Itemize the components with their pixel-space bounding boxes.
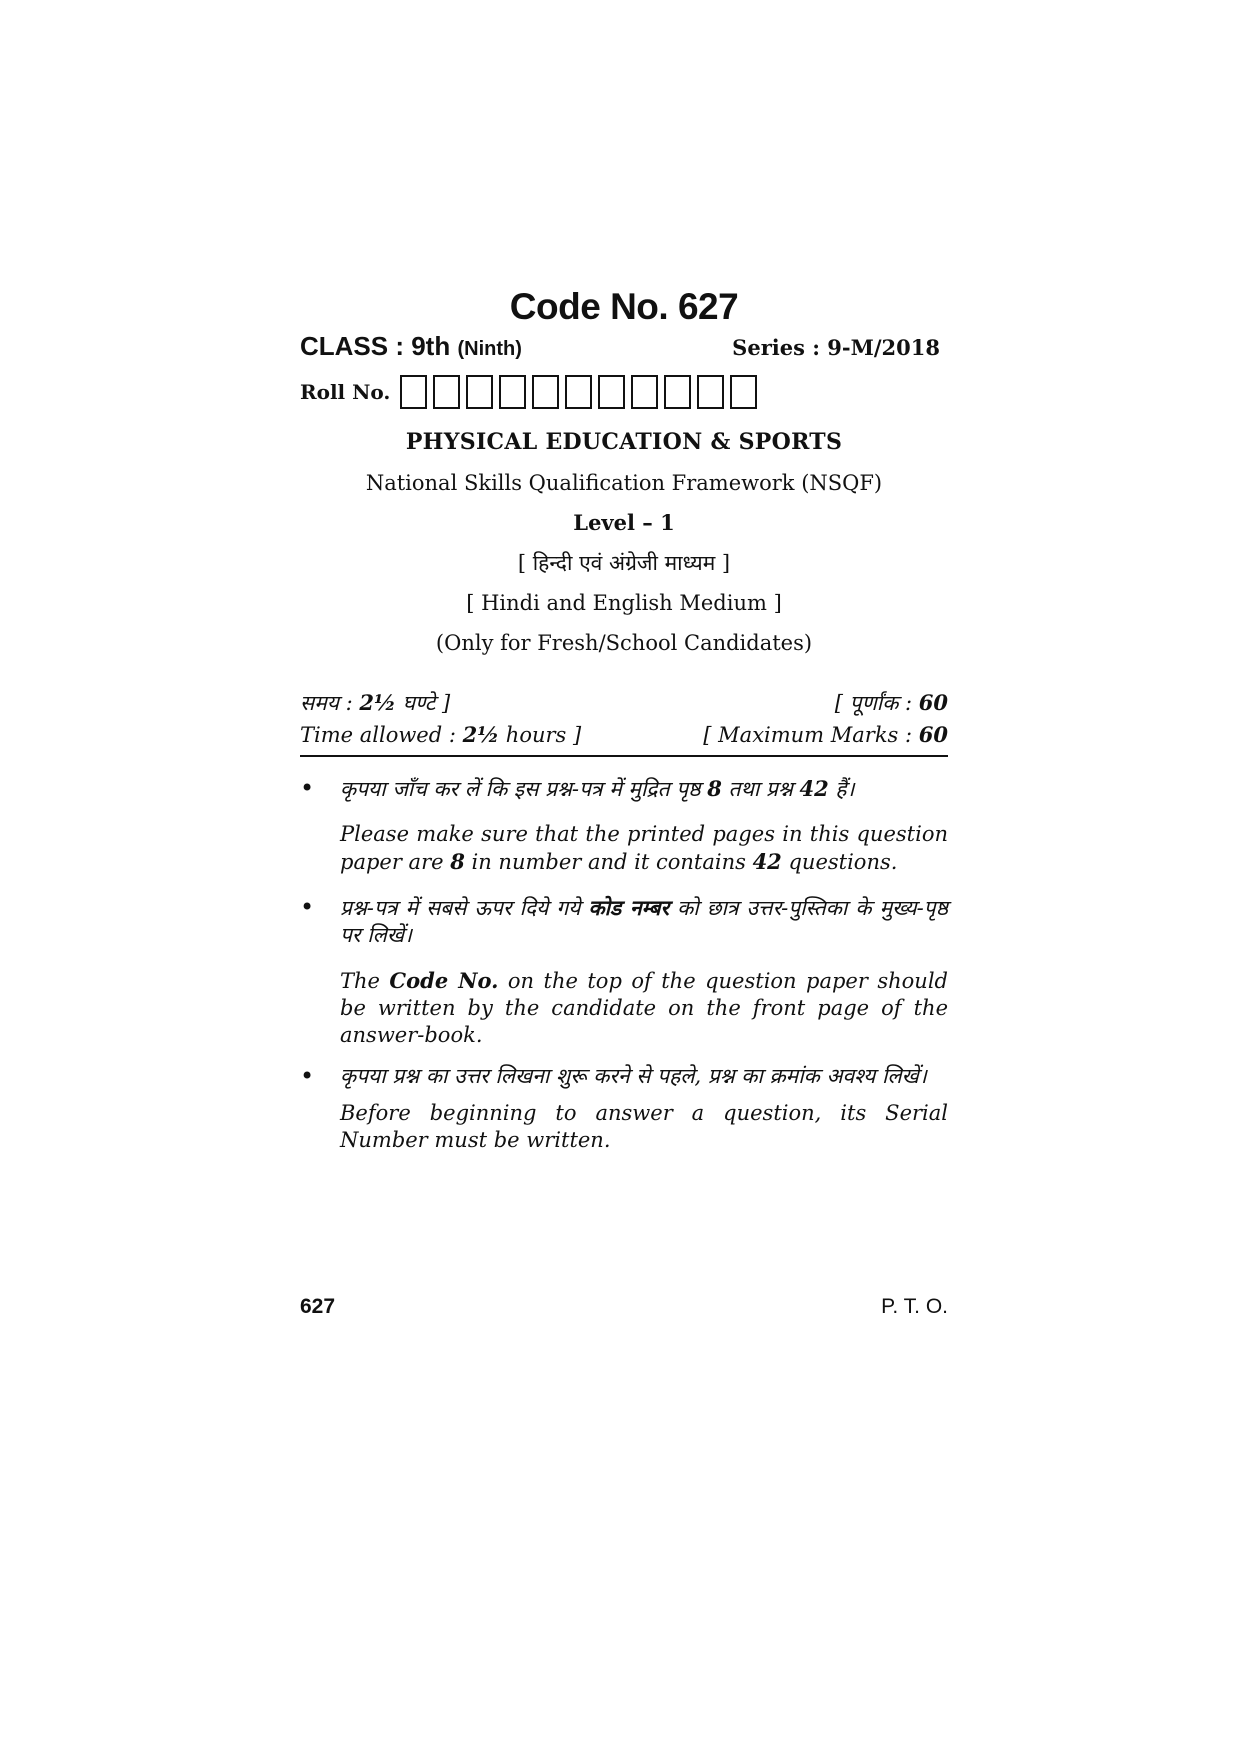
class-label xyxy=(300,331,522,362)
instruction-1-english xyxy=(300,821,948,876)
instruction-3-english xyxy=(300,1100,948,1154)
inst1-hindi-c: तथा प्रश्न xyxy=(721,777,800,801)
instruction-2-english xyxy=(300,967,948,1049)
medium-hindi-line: [ हिन्दी एवं अंग्रेजी माध्यम ] xyxy=(517,551,731,575)
level-line: Level – 1 xyxy=(573,510,675,535)
time-hindi-prefix: समय : xyxy=(300,691,360,715)
inst3-eng: Before beginning to answer a question, its Serial Number must be written. xyxy=(340,1101,948,1152)
inst1-eng-a: Please make sure that the printed pages in this question paper are xyxy=(340,822,948,874)
roll-number-box[interactable] xyxy=(433,375,460,409)
marks-hindi xyxy=(835,687,948,719)
series-label: Series : 9-M/2018 xyxy=(732,335,940,360)
time-row-hindi xyxy=(300,687,948,719)
page-footer xyxy=(300,1295,948,1319)
marks-english-prefix: [ Maximum Marks : xyxy=(703,723,919,747)
time-english-suffix: hours ] xyxy=(499,723,582,747)
inst2-eng-code: Code No. xyxy=(389,968,499,993)
roll-number-box[interactable] xyxy=(466,375,493,409)
roll-number-row xyxy=(300,371,948,413)
instructions-list xyxy=(300,775,948,1154)
roll-number-box[interactable] xyxy=(631,375,658,409)
instruction-2-hindi xyxy=(300,894,948,949)
inst3-hindi: कृपया प्रश्न का उत्तर लिखना शुरू करने से पहले, प्रश्न का क्रमांक अवश्य लिखें। xyxy=(340,1064,927,1088)
inst1-hindi-questions: 42 xyxy=(799,776,829,801)
bullet-icon: • xyxy=(300,893,315,921)
inst2-eng-a: The xyxy=(340,969,390,993)
code-number-title: Code No. 627 xyxy=(509,286,739,327)
inst1-hindi-e: हैं। xyxy=(828,777,855,801)
instruction-3-hindi xyxy=(300,1063,948,1090)
inst1-eng-e: questions. xyxy=(781,850,898,874)
time-english-value: 2½ xyxy=(462,722,500,747)
roll-number-box[interactable] xyxy=(532,375,559,409)
question-paper-cover xyxy=(300,285,948,1154)
inst1-hindi-a: कृपया जाँच कर लें कि इस प्रश्न-पत्र में मुद्रित पृष्ठ xyxy=(340,777,708,801)
time-row-english xyxy=(300,719,948,751)
inst1-eng-c: in number and it contains xyxy=(464,850,753,874)
framework-line: National Skills Qualification Framework (NSQF) xyxy=(365,471,883,495)
instruction-1-hindi xyxy=(300,775,948,803)
roll-number-box[interactable] xyxy=(697,375,724,409)
marks-english-value: 60 xyxy=(918,722,948,747)
footer-code: 627 xyxy=(300,1295,336,1318)
subject-title: PHYSICAL EDUCATION & SPORTS xyxy=(405,429,843,455)
spacer xyxy=(300,876,948,894)
marks-english xyxy=(703,719,948,751)
roll-number-box[interactable] xyxy=(400,375,427,409)
marks-hindi-prefix: [ पूर्णांक : xyxy=(834,691,919,715)
time-hindi-suffix: घण्टे ] xyxy=(395,691,451,715)
time-hindi-value: 2½ xyxy=(359,690,396,715)
inst1-eng-questions: 42 xyxy=(752,849,782,874)
roll-number-box[interactable] xyxy=(499,375,526,409)
spacer xyxy=(300,1049,948,1063)
roll-number-box[interactable] xyxy=(730,375,757,409)
roll-number-box[interactable] xyxy=(565,375,592,409)
candidates-line: (Only for Fresh/School Candidates) xyxy=(435,631,813,655)
inst2-eng-c: on the top of the question paper should be written by the candidate on the front page of the answer-book. xyxy=(340,969,948,1047)
class-series-row xyxy=(300,331,948,371)
footer-pto: P. T. O. xyxy=(881,1295,948,1318)
bullet-icon: • xyxy=(300,1062,315,1090)
inst2-hindi-a: प्रश्न-पत्र में सबसे ऊपर दिये गये xyxy=(340,896,589,920)
bullet-icon: • xyxy=(300,774,315,802)
inst1-hindi-pages: 8 xyxy=(707,776,722,801)
inst1-eng-pages: 8 xyxy=(450,849,465,874)
inst2-hindi-code: कोड नम्बर xyxy=(588,895,670,920)
inst2-hindi-c: को छात्र उत्तर-पुस्तिका के मुख्य-पृष्ठ पर लिखें। xyxy=(340,896,948,947)
roll-number-label: Roll No. xyxy=(300,380,391,404)
time-english-prefix: Time allowed : xyxy=(300,723,463,747)
marks-hindi-value: 60 xyxy=(918,690,948,715)
medium-english-line: [ Hindi and English Medium ] xyxy=(466,591,782,615)
roll-number-box[interactable] xyxy=(664,375,691,409)
roll-number-box[interactable] xyxy=(598,375,625,409)
time-marks-block xyxy=(300,687,948,757)
time-hindi xyxy=(300,687,450,719)
roll-number-boxes xyxy=(400,375,763,409)
class-suffix: (Ninth) xyxy=(457,338,522,360)
class-value: CLASS : 9th xyxy=(300,331,451,361)
time-english xyxy=(300,719,581,751)
